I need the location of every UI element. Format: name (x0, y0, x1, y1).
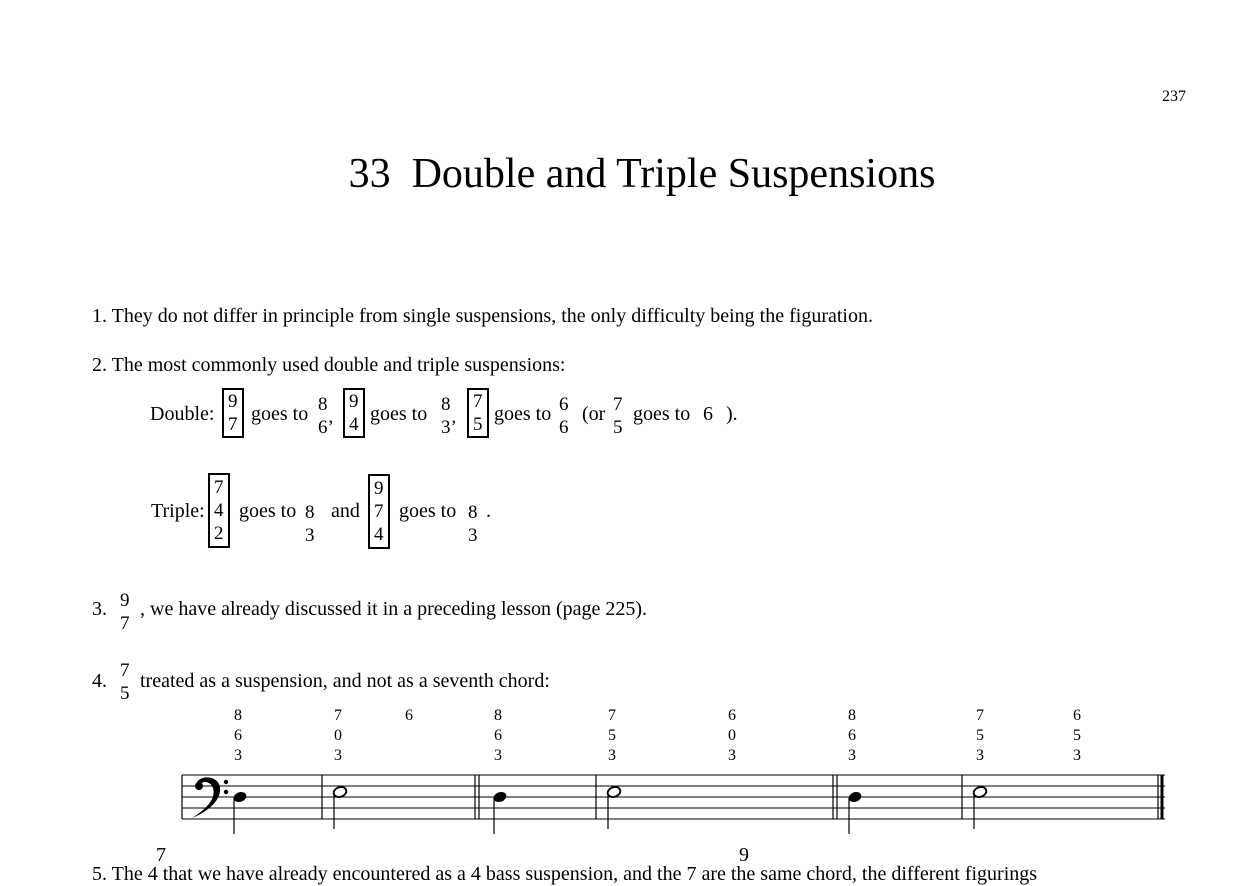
figure-digit: 7 (334, 707, 342, 724)
or-result: 6 (703, 403, 713, 425)
figure-digit: 7 (608, 707, 616, 724)
note-half-2 (606, 785, 621, 829)
figure-top: 7 (214, 477, 224, 498)
figure-digit: 6 (728, 707, 736, 724)
figure-bottom: 5 (613, 417, 623, 438)
figure-digit: 3 (848, 747, 856, 764)
figure-bottom: 5 (120, 683, 130, 704)
figure-digit: 8 (494, 707, 502, 724)
bass-clef-icon (192, 777, 228, 818)
figure-top: 7 (613, 394, 623, 415)
figure-digit: 3 (1073, 747, 1081, 764)
figure-bottom: 3 (468, 525, 478, 546)
double-label: Double: (150, 403, 215, 425)
figure-digit: 7 (976, 707, 984, 724)
item-5-superscript-right: 9 (739, 844, 749, 866)
figure-bottom: 4 (349, 414, 359, 435)
figure-bottom: 2 (214, 523, 224, 544)
figure-digit: 5 (976, 727, 984, 744)
figure-digit: 6 (494, 727, 502, 744)
figure-top: 8 (441, 394, 451, 415)
period: . (486, 500, 491, 522)
figure-top: 8 (468, 502, 478, 523)
item-4-number: 4. (92, 670, 107, 692)
figure-bottom: 6 (559, 417, 569, 438)
figure-digit: 8 (234, 707, 242, 724)
triple-label: Triple: (151, 500, 205, 522)
figure-digit: 6 (234, 727, 242, 744)
figure-digit: 0 (334, 727, 342, 744)
staff-lines (182, 775, 1165, 819)
goes-to-text: goes to (251, 403, 309, 425)
figure-digit: 5 (1073, 727, 1081, 744)
figure-top: 9 (374, 478, 384, 499)
figure-top: 6 (559, 394, 569, 415)
figure-top: 7 (120, 660, 130, 681)
figure-digit: 3 (494, 747, 502, 764)
item-4-text: treated as a suspension, and not as a seventh chord: (140, 670, 550, 692)
figure-top: 9 (228, 391, 238, 412)
or-open: (or (582, 403, 606, 425)
goes-to-text: goes to (399, 500, 457, 522)
item-3-number: 3. (92, 598, 107, 620)
item-5-superscript-left: 7 (156, 844, 166, 866)
or-close: ). (726, 403, 738, 425)
figure-top: 8 (318, 394, 328, 415)
item-3-text: , we have already discussed it in a preceding lesson (page 225). (140, 598, 648, 620)
goes-to-text: goes to (494, 403, 552, 425)
figure-digit: 3 (976, 747, 984, 764)
figure-bottom: 7 (120, 613, 130, 634)
figure-top: 8 (305, 502, 315, 523)
figure-digit: 6 (848, 727, 856, 744)
figure-digit: 3 (728, 747, 736, 764)
figure-digit: 6 (405, 707, 413, 724)
note-half-3 (972, 785, 987, 829)
item-1-text: 1. They do not differ in principle from single suspensions, the only difficulty being the figuration. (92, 305, 873, 327)
note-quarter-3 (847, 790, 862, 834)
figure-digit: 3 (334, 747, 342, 764)
page-title: 33 Double and Triple Suspensions (348, 151, 936, 197)
figure-digit: 5 (608, 727, 616, 744)
figure-digit: 3 (234, 747, 242, 764)
figure-bottom: 7 (228, 414, 238, 435)
page-number: 237 (1162, 88, 1186, 105)
figure-digit: 6 (1073, 707, 1081, 724)
and-text: and (331, 500, 360, 522)
figure-digit: 0 (728, 727, 736, 744)
figure-bottom: 6’ (318, 417, 334, 438)
item-5-text: 5. The 4 that we have already encountered as a 4 bass suspension, and the 7 are the same chord, the different figurings (92, 863, 1038, 885)
figure-top: 9 (120, 590, 130, 611)
note-quarter-2 (492, 790, 507, 834)
goes-to-text: goes to (633, 403, 691, 425)
note-quarter-1 (232, 790, 247, 834)
figure-digit: 3 (608, 747, 616, 764)
goes-to-text: goes to (370, 403, 428, 425)
item-2-text: 2. The most commonly used double and triple suspensions: (92, 354, 566, 376)
figure-digit: 8 (848, 707, 856, 724)
goes-to-text: goes to (239, 500, 297, 522)
note-half-1 (332, 785, 347, 829)
figure-top: 9 (349, 391, 359, 412)
figure-bottom: 5 (473, 414, 483, 435)
figure-bottom: 3’ (441, 417, 457, 438)
figure-top: 7 (473, 391, 483, 412)
figure-middle: 4 (214, 500, 224, 521)
figure-bottom: 3 (305, 525, 315, 546)
figure-middle: 7 (374, 501, 384, 522)
figure-bottom: 4 (374, 524, 384, 545)
